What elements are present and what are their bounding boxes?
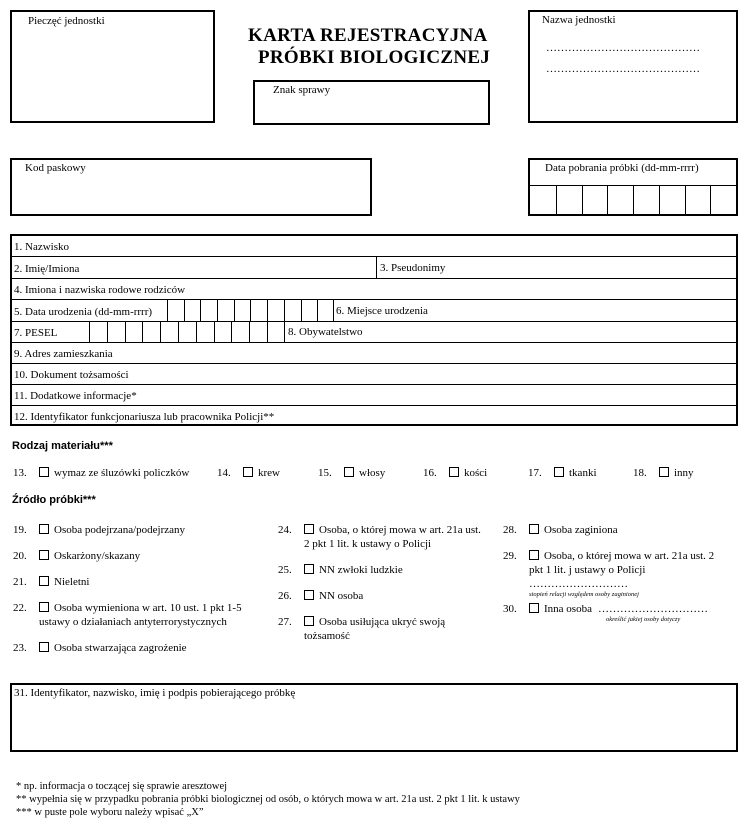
- source-num: 22.: [13, 602, 27, 614]
- collector-label: 31. Identyfikator, nazwisko, imię i podpis pobierającego próbkę: [14, 687, 296, 699]
- officer-id-field[interactable]: 12. Identyfikator funkcjonariusza lub pracownika Policji**: [14, 411, 275, 423]
- id-document-field[interactable]: 10. Dokument tożsamości: [14, 369, 129, 381]
- birth-date-cells[interactable]: [167, 299, 334, 321]
- material-num: 15.: [318, 467, 332, 479]
- parents-names-field[interactable]: 4. Imiona i nazwiska rodowe rodziców: [14, 284, 186, 296]
- form-title-line2: PRÓBKI BIOLOGICZNEJ: [258, 47, 491, 68]
- checkbox[interactable]: [304, 590, 314, 600]
- material-label: kości: [464, 467, 488, 479]
- checkbox[interactable]: [39, 642, 49, 652]
- address-field[interactable]: 9. Adres zamieszkania: [14, 348, 113, 360]
- source-heading: Źródło próbki***: [12, 494, 96, 506]
- source-num: 26.: [278, 590, 292, 602]
- source-label-cont: tożsamość: [304, 630, 350, 642]
- checkbox[interactable]: [39, 524, 49, 534]
- checkbox[interactable]: [554, 467, 564, 477]
- footnote-2: ** wypełnia się w przypadku pobrania próbki biologicznej od osób, o których mowa w art. 21a ust. 2 pkt 1 lit. k ustawy: [16, 794, 520, 805]
- pseudonyms-field[interactable]: 3. Pseudonimy: [380, 262, 446, 274]
- material-label: tkanki: [569, 467, 597, 479]
- citizenship-field[interactable]: 8. Obywatelstwo: [288, 326, 363, 338]
- checkbox[interactable]: [529, 603, 539, 613]
- pesel-label: 7. PESEL: [14, 327, 58, 339]
- footnote-3: *** w puste pole wyboru należy wpisać „X”: [16, 807, 204, 818]
- source-label: Inna osoba: [544, 603, 592, 615]
- source-num: 20.: [13, 550, 27, 562]
- source-label: Osoba zaginiona: [544, 524, 618, 536]
- source-num: 27.: [278, 616, 292, 628]
- source-label: NN zwłoki ludzkie: [319, 564, 403, 576]
- material-label: wymaz ze śluzówki policzków: [54, 467, 190, 479]
- birth-date-label: 5. Data urodzenia (dd-mm-rrrr): [14, 306, 153, 318]
- barcode-box[interactable]: [10, 158, 372, 216]
- material-num: 16.: [423, 467, 437, 479]
- source-label: Osoba usiłująca ukryć swoją: [319, 616, 446, 628]
- checkbox[interactable]: [304, 524, 314, 534]
- stamp-box: [10, 10, 215, 123]
- other-person-dots[interactable]: …………………………: [598, 603, 708, 615]
- checkbox[interactable]: [39, 550, 49, 560]
- case-number-box[interactable]: [253, 80, 490, 125]
- source-label-cont: pkt 1 lit. j ustawy o Policji: [529, 564, 646, 576]
- checkbox[interactable]: [344, 467, 354, 477]
- footnote-1: * np. informacja o toczącej się sprawie aresztowej: [16, 781, 228, 792]
- checkbox[interactable]: [304, 616, 314, 626]
- relation-note: stopień relacji względem osoby zaginionej: [529, 591, 639, 598]
- checkbox[interactable]: [659, 467, 669, 477]
- birth-place-field[interactable]: 6. Miejsce urodzenia: [336, 305, 428, 317]
- unit-name-dots-2: ……………………………………: [546, 63, 700, 75]
- material-num: 17.: [528, 467, 542, 479]
- source-num: 30.: [503, 603, 517, 615]
- source-num: 25.: [278, 564, 292, 576]
- material-num: 13.: [13, 467, 27, 479]
- form-title-line1: KARTA REJESTRACYJNA: [248, 25, 488, 46]
- first-names-field[interactable]: 2. Imię/Imiona: [14, 263, 80, 275]
- source-label: Osoba podejrzana/podejrzany: [54, 524, 186, 536]
- source-label: Osoba wymieniona w art. 10 ust. 1 pkt 1-5: [54, 602, 242, 614]
- material-label: inny: [674, 467, 694, 479]
- source-num: 24.: [278, 524, 292, 536]
- checkbox[interactable]: [243, 467, 253, 477]
- collector-box[interactable]: [10, 683, 738, 752]
- checkbox[interactable]: [529, 524, 539, 534]
- sample-date-label: Data pobrania próbki (dd-mm-rrrr): [545, 162, 699, 174]
- source-num: 23.: [13, 642, 27, 654]
- checkbox[interactable]: [39, 576, 49, 586]
- sample-date-cells[interactable]: [530, 186, 736, 214]
- checkbox[interactable]: [304, 564, 314, 574]
- source-label: Nieletni: [54, 576, 90, 588]
- sample-date-box[interactable]: [528, 158, 738, 216]
- unit-name-dots-1: ……………………………………: [546, 42, 700, 54]
- pesel-cells[interactable]: [89, 321, 285, 342]
- relation-dots[interactable]: ………………………: [529, 578, 628, 590]
- unit-name-label: Nazwa jednostki: [542, 14, 616, 26]
- source-label: Osoba, o której mowa w art. 21a ust. 2: [544, 550, 715, 562]
- checkbox[interactable]: [449, 467, 459, 477]
- checkbox[interactable]: [39, 602, 49, 612]
- case-number-label: Znak sprawy: [273, 84, 331, 96]
- material-num: 18.: [633, 467, 647, 479]
- surname-field[interactable]: 1. Nazwisko: [14, 241, 69, 253]
- material-heading: Rodzaj materiału***: [12, 440, 113, 452]
- source-num: 29.: [503, 550, 517, 562]
- material-label: krew: [258, 467, 280, 479]
- source-num: 21.: [13, 576, 27, 588]
- source-num: 19.: [13, 524, 27, 536]
- unit-name-box[interactable]: [528, 10, 738, 123]
- source-label: Oskarżony/skazany: [54, 550, 141, 562]
- source-label-cont: 2 pkt 1 lit. k ustawy o Policji: [304, 538, 432, 550]
- additional-info-field[interactable]: 11. Dodatkowe informacje*: [14, 390, 137, 402]
- source-label-cont: ustawy o działaniach antyterrorystycznych: [39, 616, 227, 628]
- source-label: Osoba, o której mowa w art. 21a ust.: [319, 524, 481, 536]
- other-person-note: określić jakiej osoby dotyczy: [606, 616, 681, 623]
- checkbox[interactable]: [39, 467, 49, 477]
- material-label: włosy: [359, 467, 386, 479]
- source-num: 28.: [503, 524, 517, 536]
- source-label: Osoba stwarzająca zagrożenie: [54, 642, 187, 654]
- source-label: NN osoba: [319, 590, 364, 602]
- checkbox[interactable]: [529, 550, 539, 560]
- material-num: 14.: [217, 467, 231, 479]
- personal-data-table: [10, 234, 738, 426]
- stamp-label: Pieczęć jednostki: [28, 15, 105, 27]
- barcode-label: Kod paskowy: [25, 162, 86, 174]
